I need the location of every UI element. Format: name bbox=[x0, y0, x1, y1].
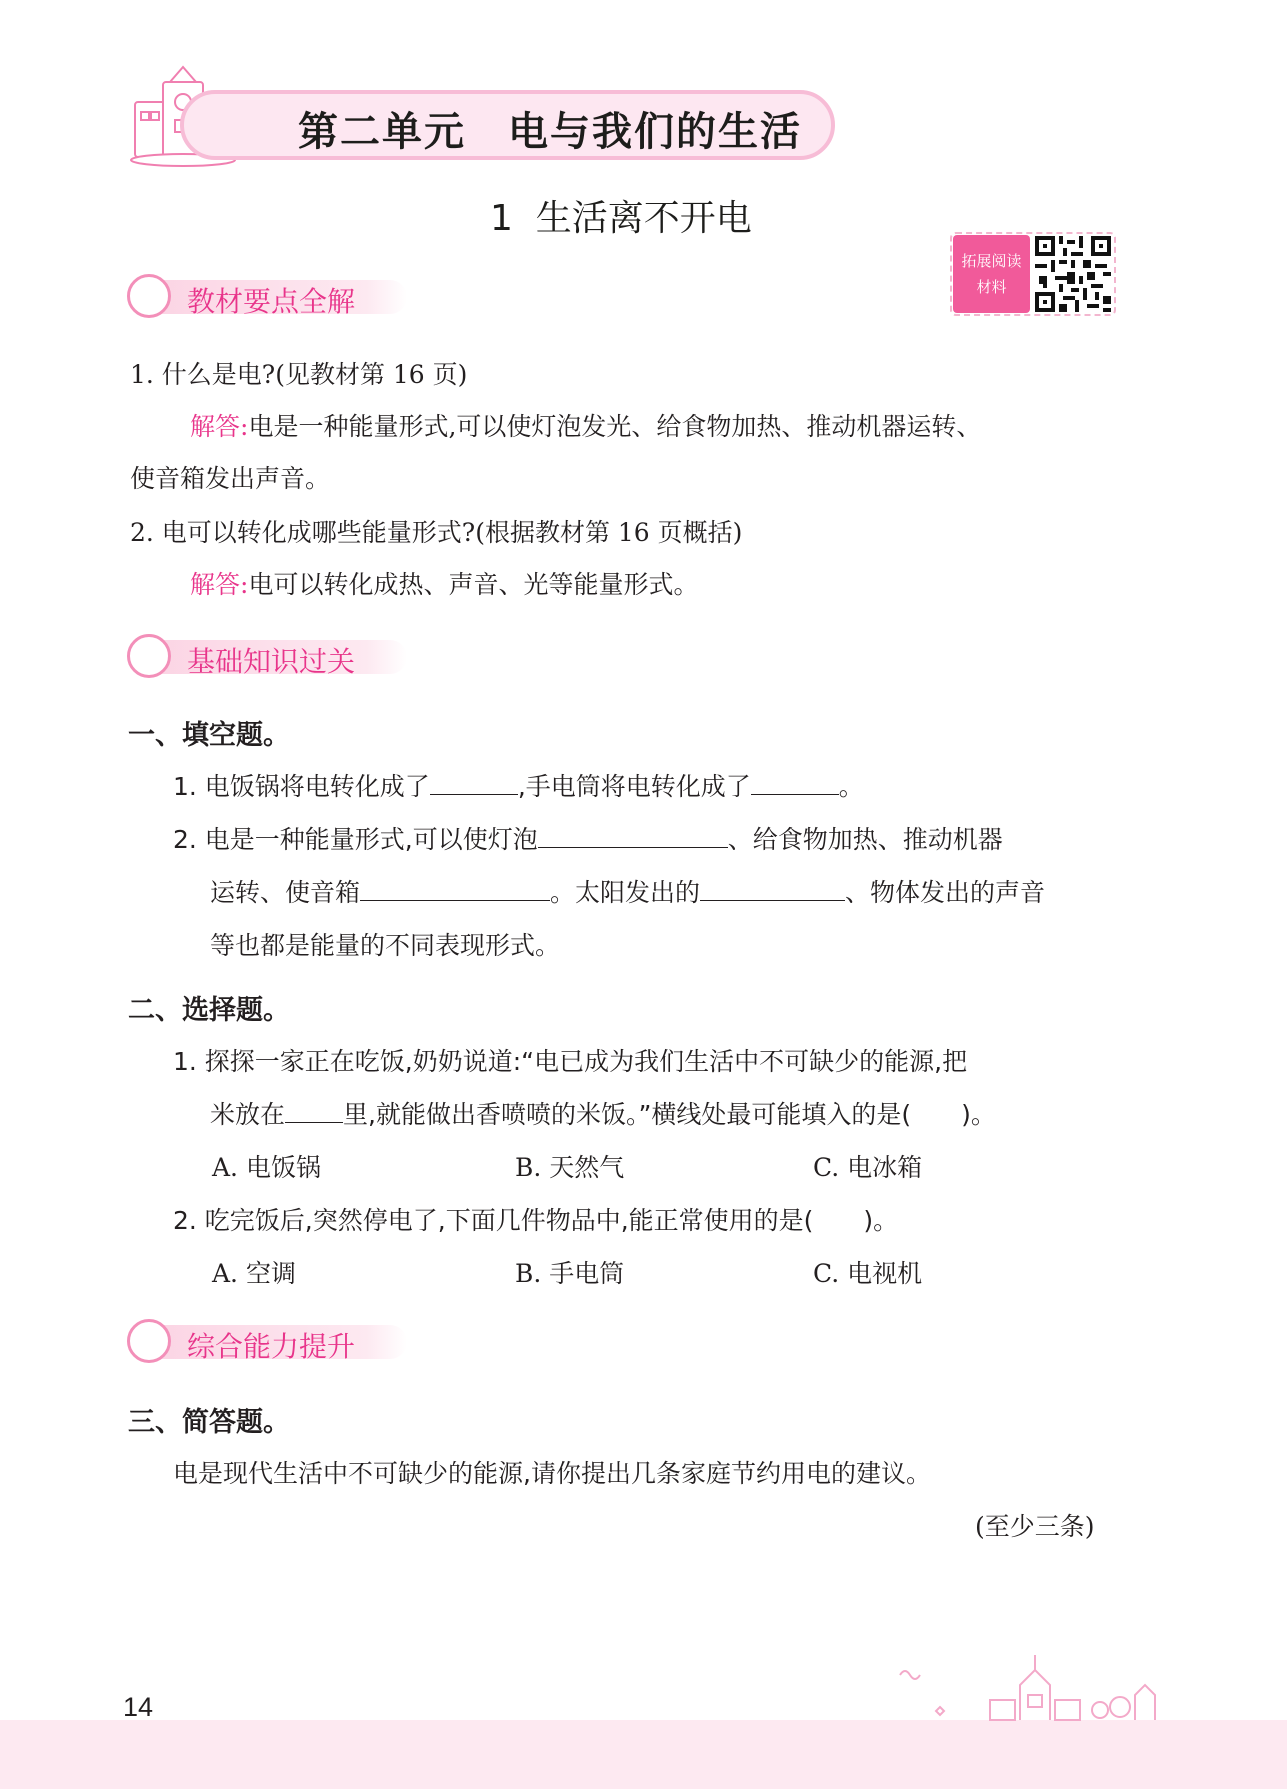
fill-blank-question-1: 1. 电饭锅将电转化成了 ,手电筒将电转化成了 。 bbox=[173, 772, 864, 801]
mascot-icon bbox=[127, 274, 171, 318]
short-answer-note: (至少三条) bbox=[975, 1512, 1095, 1541]
fill-blank-question-2-line2: 运转、使音箱 。太阳发出的 、物体发出的声音 bbox=[210, 878, 1046, 907]
extension-label-line2: 材料 bbox=[976, 278, 1007, 296]
short-answer-question: 电是现代生活中不可缺少的能源,请你提出几条家庭节约用电的建议。 bbox=[173, 1459, 931, 1488]
extension-label-bg bbox=[953, 235, 1030, 313]
answer-label: 解答: bbox=[190, 412, 249, 441]
choice-option-b[interactable]: B. 天然气 bbox=[515, 1153, 625, 1182]
section-header-advanced bbox=[127, 1317, 412, 1367]
fill-blank-question-2-line3: 等也都是能量的不同表现形式。 bbox=[210, 931, 561, 960]
section-label: 基础知识过关 bbox=[187, 645, 356, 678]
key-point-answer-2 bbox=[190, 565, 698, 601]
answer-text: 电可以转化成热、声音、光等能量形式。 bbox=[248, 570, 699, 599]
section-label: 教材要点全解 bbox=[187, 285, 356, 318]
key-point-answer-1-cont: 使音箱发出声音。 bbox=[130, 464, 331, 493]
section-header-basic bbox=[127, 632, 412, 682]
choice-question-2: 2. 吃完饭后,突然停电了,下面几件物品中,能正常使用的是( )。 bbox=[173, 1206, 899, 1235]
choice-option-a[interactable]: A. 电饭锅 bbox=[212, 1153, 321, 1182]
key-point-answer-1 bbox=[190, 407, 981, 443]
key-point-question-2: 2. 电可以转化成哪些能量形式?(根据教材第 16 页概括) bbox=[130, 518, 743, 547]
choice-question-1: 1. 探探一家正在吃饭,奶奶说道:“电已成为我们生活中不可缺少的能源,把 bbox=[173, 1047, 968, 1076]
page-number: 14 bbox=[123, 1692, 154, 1722]
answer-blank[interactable] bbox=[538, 825, 728, 848]
mascot-icon bbox=[127, 1319, 171, 1363]
footer-band bbox=[0, 1720, 1287, 1789]
choice-option-c[interactable]: C. 电视机 bbox=[813, 1259, 923, 1288]
section-header-key-points bbox=[127, 272, 412, 322]
answer-blank[interactable] bbox=[430, 772, 518, 795]
lesson-title: 1 生活离不开电 bbox=[490, 198, 752, 239]
unit-title: 第二单元 电与我们的生活 bbox=[298, 109, 802, 155]
qr-code-icon[interactable] bbox=[1035, 236, 1111, 312]
answer-blank[interactable] bbox=[751, 772, 839, 795]
mascot-icon bbox=[127, 634, 171, 678]
answer-blank[interactable] bbox=[285, 1100, 343, 1123]
choice-option-c[interactable]: C. 电冰箱 bbox=[813, 1153, 923, 1182]
answer-text: 电是一种能量形式,可以使灯泡发光、给食物加热、推动机器运转、 bbox=[248, 412, 982, 441]
key-point-question-1: 1. 什么是电?(见教材第 16 页) bbox=[130, 360, 468, 389]
extension-label-line1: 拓展阅读 bbox=[961, 252, 1022, 270]
answer-blank[interactable] bbox=[360, 878, 550, 901]
choice-option-a[interactable]: A. 空调 bbox=[212, 1259, 296, 1288]
short-answer-heading: 三、简答题。 bbox=[128, 1407, 290, 1438]
choice-heading: 二、选择题。 bbox=[128, 995, 290, 1026]
fill-blank-question-2: 2. 电是一种能量形式,可以使灯泡 、给食物加热、推动机器 bbox=[173, 825, 1003, 854]
choice-question-1-line2: 米放在 里,就能做出香喷喷的米饭。”横线处最可能填入的是( )。 bbox=[210, 1100, 996, 1129]
section-label: 综合能力提升 bbox=[187, 1330, 356, 1363]
castle-illustration-icon bbox=[880, 1645, 1170, 1725]
answer-label: 解答: bbox=[190, 570, 249, 599]
fill-blank-heading: 一、填空题。 bbox=[128, 720, 290, 751]
answer-blank[interactable] bbox=[700, 878, 845, 901]
choice-option-b[interactable]: B. 手电筒 bbox=[515, 1259, 625, 1288]
